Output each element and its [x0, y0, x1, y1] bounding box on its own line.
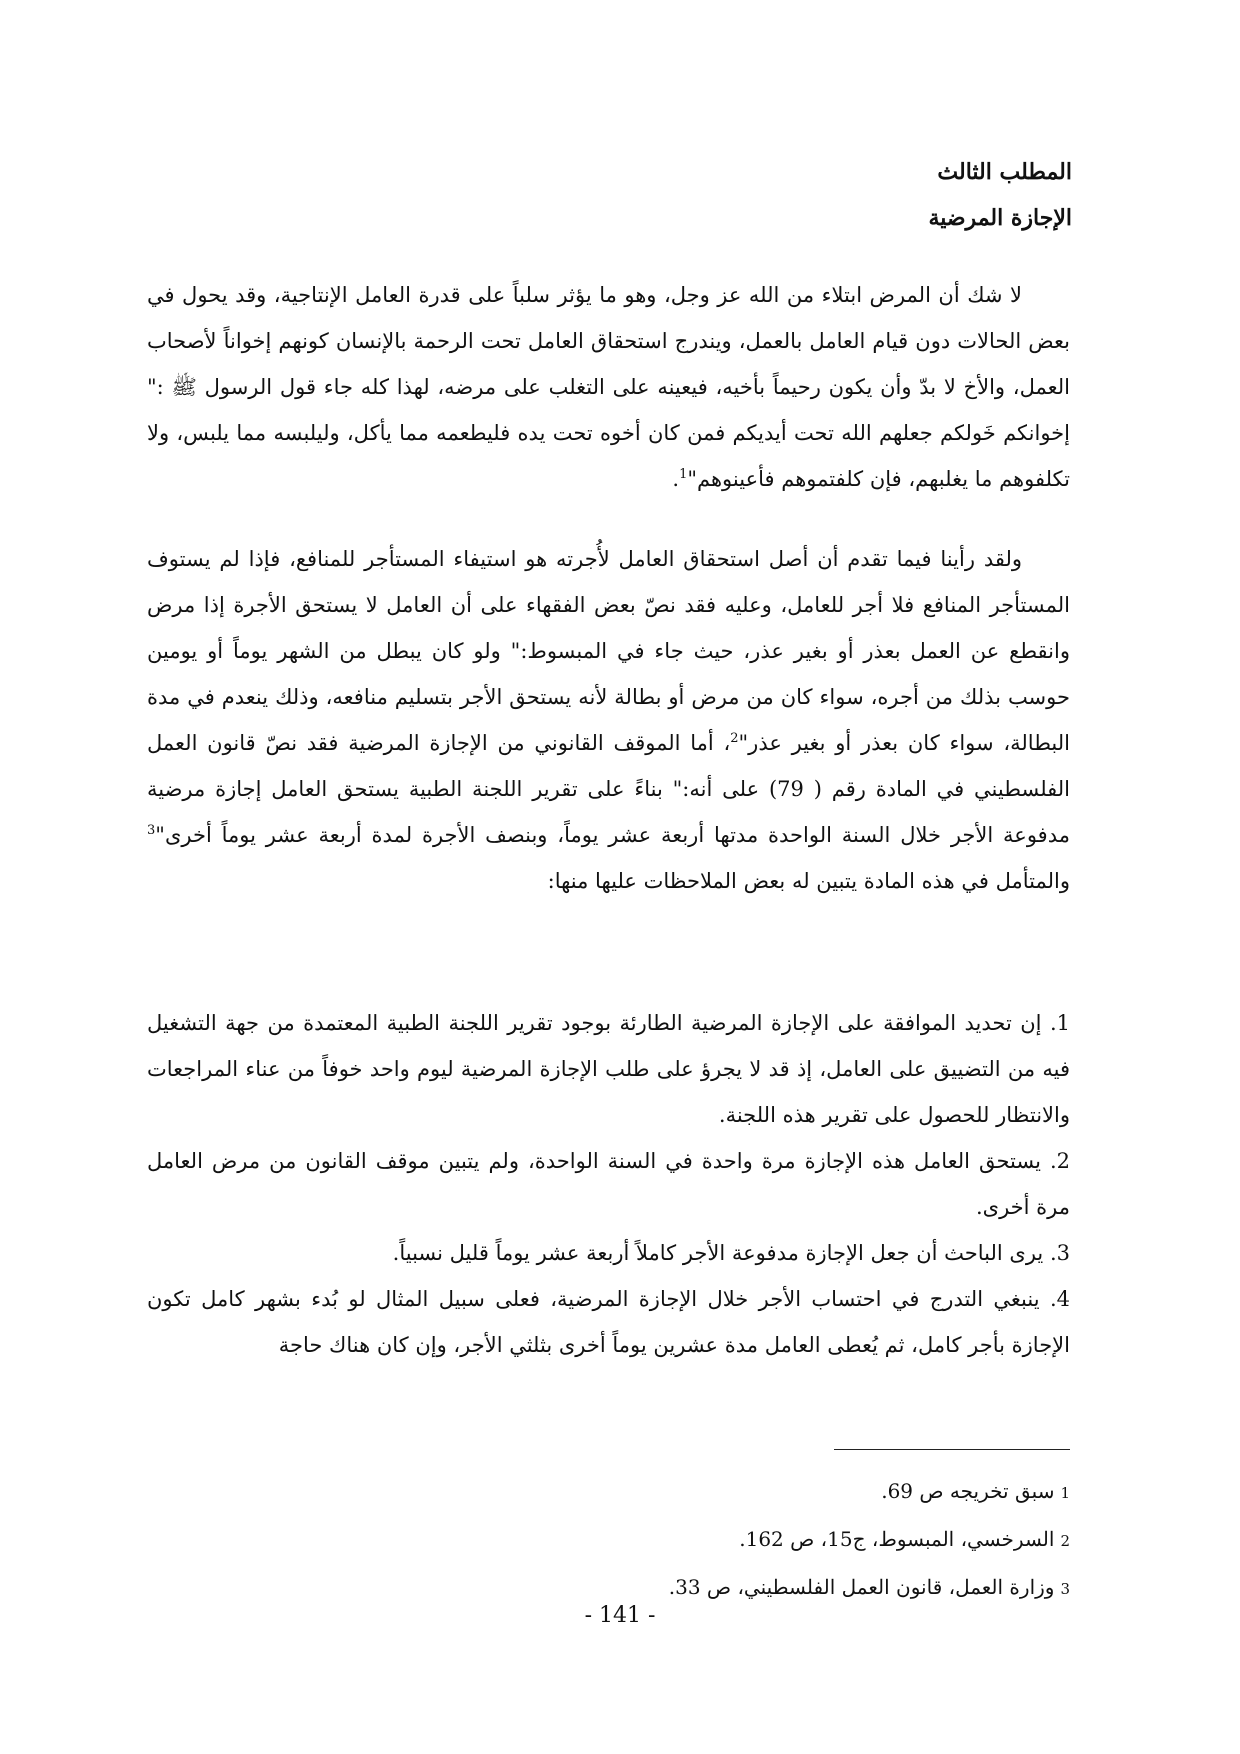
list-item-4: 4. ينبغي التدرج في احتساب الأجر خلال الإجازة المرضية، فعلى سبيل المثال لو بُدء بشهر كامل تكون الإجازة بأجر كامل، ثم يُعطى العامل مدة عشرين يوماً أخرى بثلثي الأجر، وإن كان هناك حاجة [147, 1287, 1070, 1357]
footnotes [370, 1468, 1070, 1612]
paragraph-2-part2: ، أما الموقف القانوني من الإجازة المرضية فقد نصّ قانون العمل الفلسطيني في المادة رقم ( 79) على أنه:" بناءً على تقرير اللجنة الطبية يستحق العامل إجازة مرضية مدفوعة الأجر خلال السنة الواحدة مدتها أربعة عشر يوماً، وبنصف الأجرة لمدة أربعة عشر يوماً أخرى" [147, 731, 1070, 847]
paragraph-1-text: لا شك أن المرض ابتلاء من الله عز وجل، وهو ما يؤثر سلباً على قدرة العامل الإنتاجية، وقد يحول في بعض الحالات دون قيام العامل بالعمل، ويندرج استحقاق العامل تحت الرحمة بالإنسان كونهم إخواناً لأصحاب العمل، والأخ لا بدّ وأن يكون رحيماً بأخيه، فيعينه على التغلب على مرضه، لهذا كله جاء قول الرسول ﷺ :" إخوانكم خَولكم جعلهم الله تحت أيديكم فمن كان أخوه تحت يده فليطعمه مما يأكل، وليلبسه مما يلبس، ولا تكلفوهم ما يغلبهم، فإن كلفتموهم فأعينوهم" [147, 283, 1070, 491]
list-item-1: 1. إن تحديد الموافقة على الإجازة المرضية الطارئة بوجود تقرير اللجنة الطبية المعتمدة من جهة التشغيل فيه من التضييق على العامل، إذ قد لا يجرؤ على طلب الإجازة المرضية ليوم واحد خوفاً من عناء المراجعات والانتظار للحصول على تقرير هذه اللجنة. [147, 1011, 1070, 1127]
footnote-text: سبق تخريجه ص 69. [881, 1479, 1055, 1503]
footnote-2 [370, 1516, 1070, 1564]
footnote-ref-2: 2 [730, 731, 739, 746]
footnote-ref-3: 3 [147, 823, 156, 838]
section-title: الإجازة المرضية [928, 205, 1072, 231]
observations-list [147, 1000, 1070, 1368]
paragraph-2-part1: ولقد رأينا فيما تقدم أن أصل استحقاق العامل لأُجرته هو استيفاء المستأجر للمنافع، فإذا لم يستوف المستأجر المنافع فلا أجر للعامل، وعليه فقد نصّ بعض الفقهاء على أن العامل لا يستحق الأجرة إذا مرض وانقطع عن العمل بعذر أو بغير عذر، حيث جاء في المبسوط:" ولو كان يبطل من الشهر يوماً أو يومين حوسب بذلك من أجره، سواء كان من مرض أو بطالة لأنه يستحق الأجر بتسليم منافعه، وذلك ينعدم في مدة البطالة، سواء كان بعذر أو بغير عذر" [147, 547, 1070, 755]
paragraph-1 [147, 272, 1070, 502]
footnote-divider [834, 1449, 1070, 1450]
footnote-ref-1: 1 [679, 467, 688, 482]
footnote-number: 1 [1060, 1484, 1070, 1502]
footnote-text: وزارة العمل، قانون العمل الفلسطيني، ص 33. [668, 1575, 1055, 1599]
footnote-text: السرخسي، المبسوط، ج15، ص 162. [739, 1527, 1055, 1551]
paragraph-2-part3: والمتأمل في هذه المادة يتبين له بعض الملاحظات عليها منها: [547, 869, 1070, 893]
page-number: - 141 - [584, 1603, 656, 1628]
paragraph-1-tail: . [672, 467, 680, 491]
footnote-1 [370, 1468, 1070, 1516]
footnote-number: 3 [1060, 1580, 1070, 1598]
list-item-3: 3. يرى الباحث أن جعل الإجازة مدفوعة الأجر كاملاً أربعة عشر يوماً قليل نسبياً. [392, 1241, 1070, 1265]
section-heading: المطلب الثالث [937, 159, 1072, 185]
list-item-2: 2. يستحق العامل هذه الإجازة مرة واحدة في السنة الواحدة، ولم يتبين موقف القانون من مرض العامل مرة أخرى. [147, 1149, 1070, 1219]
footnote-number: 2 [1060, 1532, 1070, 1550]
paragraph-2 [147, 536, 1070, 904]
